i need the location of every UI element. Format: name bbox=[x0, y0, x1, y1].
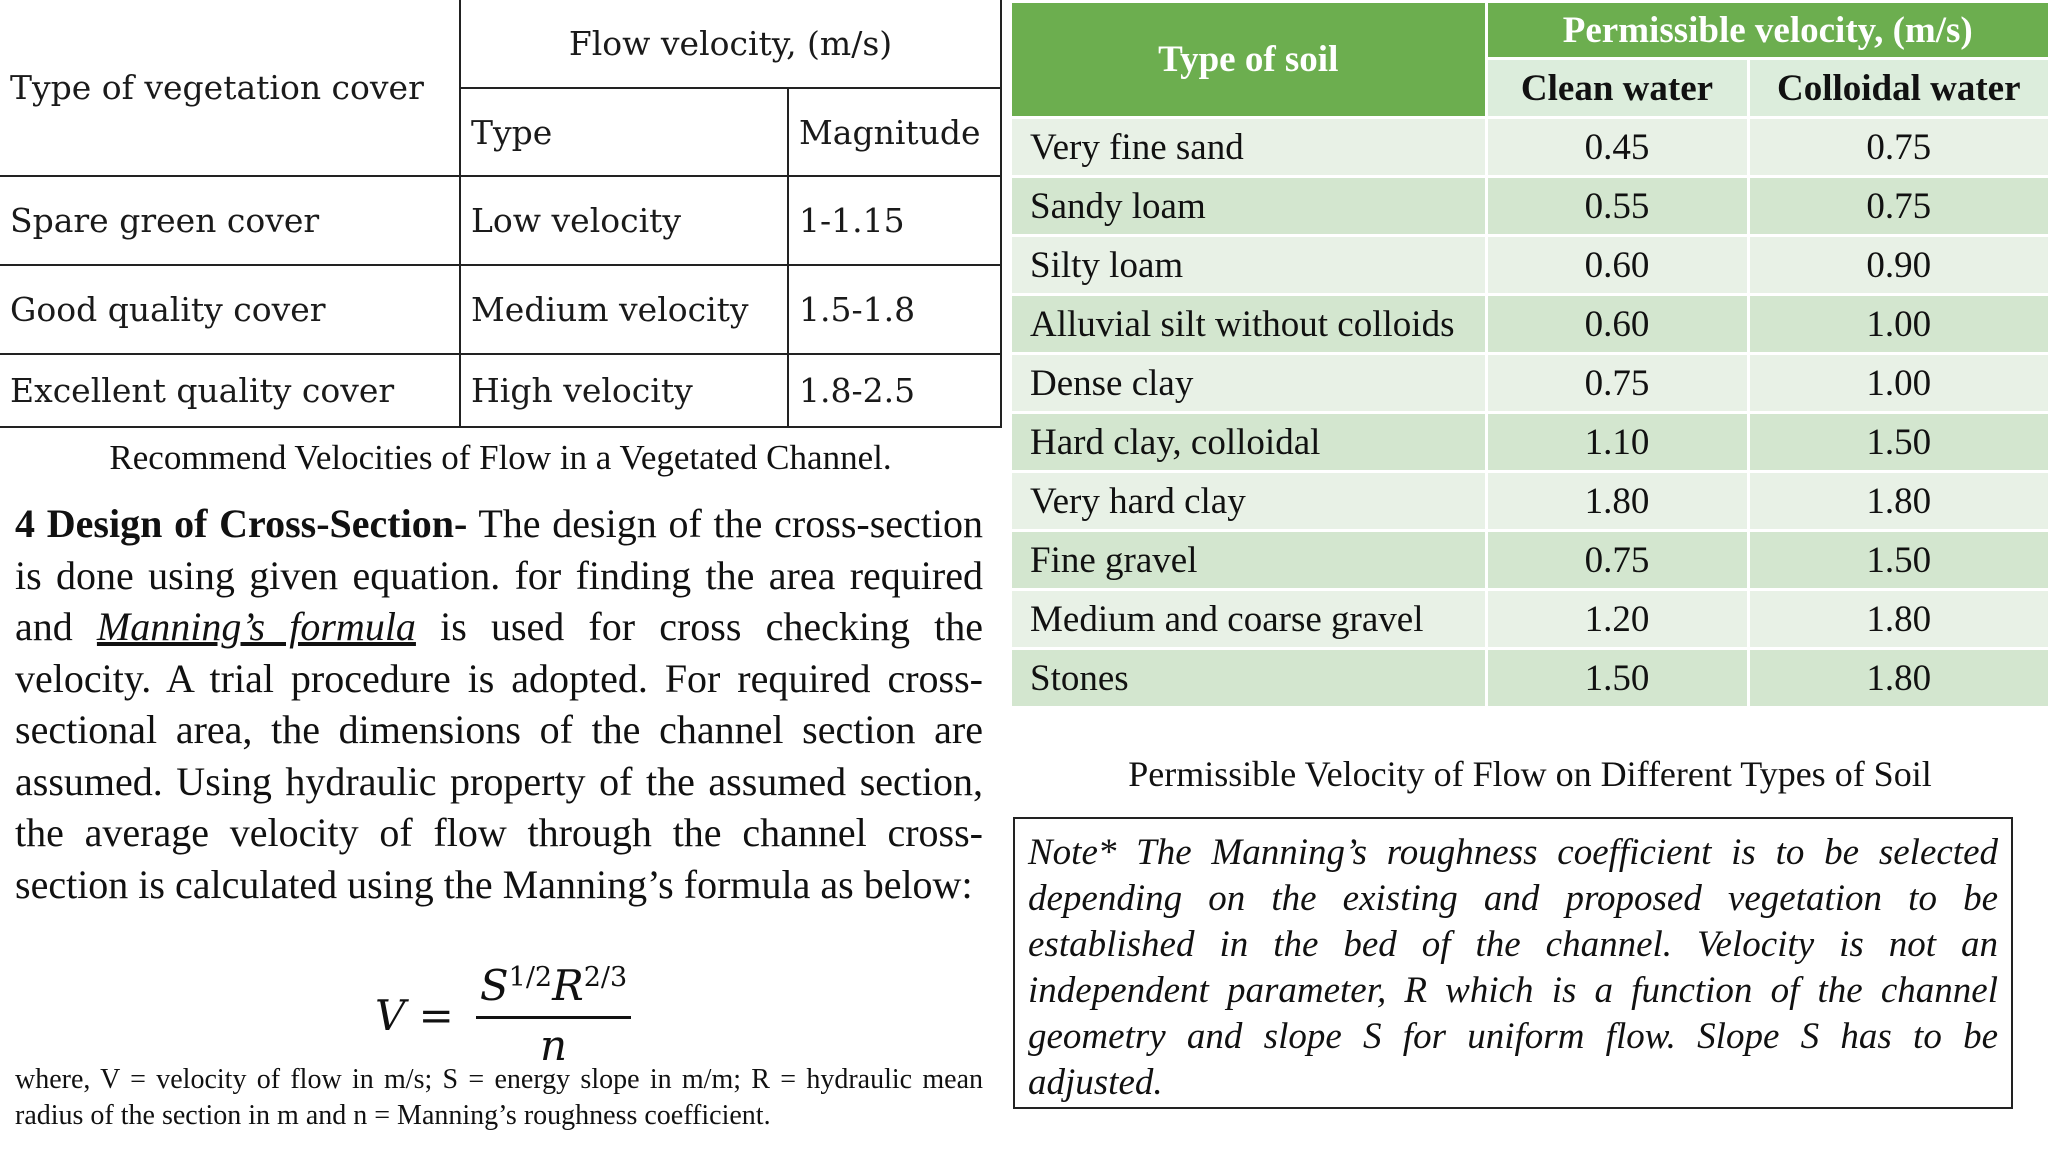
mannings-equation bbox=[375, 955, 631, 1075]
header-permissible-velocity: Permissible velocity, (m/s) bbox=[1486, 2, 2048, 59]
cell-soil: Medium and coarse gravel bbox=[1012, 590, 1486, 649]
cell-colloidal: 1.80 bbox=[1748, 649, 2048, 708]
exponent-s: 1/2 bbox=[508, 961, 553, 993]
design-paragraph bbox=[15, 498, 983, 910]
table-row bbox=[1012, 177, 2048, 236]
cell-soil: Very hard clay bbox=[1012, 472, 1486, 531]
header-colloidal-water: Colloidal water bbox=[1748, 59, 2048, 118]
design-heading: 4 Design of Cross-Section- bbox=[15, 501, 468, 546]
table-row bbox=[1012, 649, 2048, 708]
symbol-r: R bbox=[552, 960, 584, 1010]
cell-colloidal: 0.75 bbox=[1748, 177, 2048, 236]
equation-lhs: V = bbox=[375, 990, 454, 1040]
equation-fraction bbox=[476, 961, 631, 1070]
cell-cover: Excellent quality cover bbox=[0, 354, 460, 427]
cell-colloidal: 1.00 bbox=[1748, 295, 2048, 354]
permissible-velocity-table bbox=[1012, 0, 2048, 709]
table-row bbox=[1012, 236, 2048, 295]
table-row bbox=[1012, 295, 2048, 354]
symbol-s: S bbox=[479, 960, 509, 1010]
header-clean-water: Clean water bbox=[1486, 59, 1748, 118]
table-row bbox=[1012, 531, 2048, 590]
cell-cover: Good quality cover bbox=[0, 265, 460, 354]
cell-clean: 0.60 bbox=[1486, 295, 1748, 354]
vegetation-table-caption: Recommend Velocities of Flow in a Vegetated Channel. bbox=[109, 438, 892, 477]
cell-clean: 0.75 bbox=[1486, 354, 1748, 413]
cell-soil: Fine gravel bbox=[1012, 531, 1486, 590]
table-row bbox=[1012, 413, 2048, 472]
header-type: Type bbox=[460, 88, 788, 176]
cell-colloidal: 1.50 bbox=[1748, 531, 2048, 590]
table-row bbox=[0, 354, 1001, 427]
header-vegetation-cover: Type of vegetation cover bbox=[0, 0, 460, 176]
cell-clean: 1.20 bbox=[1486, 590, 1748, 649]
design-text-2: is used for cross checking the velocity. A trial procedure is adopted. For required cross-sectional area, the dimensions of the channel section are assumed. Using hydraulic property of the assumed section, the average velocity of flow through the channel cross-section is calculated using the Manning’s formula as below: bbox=[15, 604, 983, 907]
cell-soil: Sandy loam bbox=[1012, 177, 1486, 236]
table-row bbox=[1012, 118, 2048, 177]
cell-magnitude: 1.5-1.8 bbox=[788, 265, 1001, 354]
table-row bbox=[0, 176, 1001, 265]
mannings-formula-link[interactable]: Manning’s formula bbox=[96, 604, 416, 649]
cell-soil: Alluvial silt without colloids bbox=[1012, 295, 1486, 354]
cell-soil: Dense clay bbox=[1012, 354, 1486, 413]
cell-colloidal: 1.80 bbox=[1748, 472, 2048, 531]
cell-colloidal: 0.90 bbox=[1748, 236, 2048, 295]
table-row bbox=[1012, 472, 2048, 531]
table-row bbox=[1012, 354, 2048, 413]
header-magnitude: Magnitude bbox=[788, 88, 1001, 176]
cell-soil: Stones bbox=[1012, 649, 1486, 708]
cell-magnitude: 1.8-2.5 bbox=[788, 354, 1001, 427]
cell-type: Low velocity bbox=[460, 176, 788, 265]
equation-numerator bbox=[476, 961, 631, 1019]
cell-soil: Silty loam bbox=[1012, 236, 1486, 295]
header-type-of-soil: Type of soil bbox=[1012, 2, 1486, 118]
cell-colloidal: 0.75 bbox=[1748, 118, 2048, 177]
soil-table-caption: Permissible Velocity of Flow on Different Types of Soil bbox=[1128, 754, 1932, 794]
cell-colloidal: 1.80 bbox=[1748, 590, 2048, 649]
cell-magnitude: 1-1.15 bbox=[788, 176, 1001, 265]
cell-clean: 0.55 bbox=[1486, 177, 1748, 236]
cell-clean: 1.80 bbox=[1486, 472, 1748, 531]
design-text-1: The design of the cross-section is done using given equation. for finding the area required and bbox=[15, 501, 983, 649]
cell-colloidal: 1.00 bbox=[1748, 354, 2048, 413]
cell-colloidal: 1.50 bbox=[1748, 413, 2048, 472]
where-definitions: where, V = velocity of flow in m/s; S = energy slope in m/m; R = hydraulic mean radius of the section in m and n = Manning’s roughness coefficient. bbox=[15, 1064, 983, 1131]
equation-denominator: n bbox=[540, 1020, 568, 1070]
cell-cover: Spare green cover bbox=[0, 176, 460, 265]
cell-type: High velocity bbox=[460, 354, 788, 427]
vegetation-velocity-table bbox=[0, 0, 1002, 428]
cell-soil: Hard clay, colloidal bbox=[1012, 413, 1486, 472]
cell-type: Medium velocity bbox=[460, 265, 788, 354]
cell-clean: 1.10 bbox=[1486, 413, 1748, 472]
cell-clean: 0.75 bbox=[1486, 531, 1748, 590]
cell-clean: 1.50 bbox=[1486, 649, 1748, 708]
table-row bbox=[1012, 590, 2048, 649]
cell-clean: 0.60 bbox=[1486, 236, 1748, 295]
cell-soil: Very fine sand bbox=[1012, 118, 1486, 177]
table-row bbox=[0, 265, 1001, 354]
cell-clean: 0.45 bbox=[1486, 118, 1748, 177]
exponent-r: 2/3 bbox=[583, 961, 628, 993]
header-flow-velocity: Flow velocity, (m/s) bbox=[460, 0, 1001, 88]
note-box: Note* The Manning’s roughness coefficient is to be selected depending on the existing and proposed vegetation to be established in the bed of the channel. Velocity is not an independent parameter, R which is a function of the channel geometry and slope S for uniform flow. Slope S has to be adjusted. bbox=[1013, 817, 2013, 1109]
